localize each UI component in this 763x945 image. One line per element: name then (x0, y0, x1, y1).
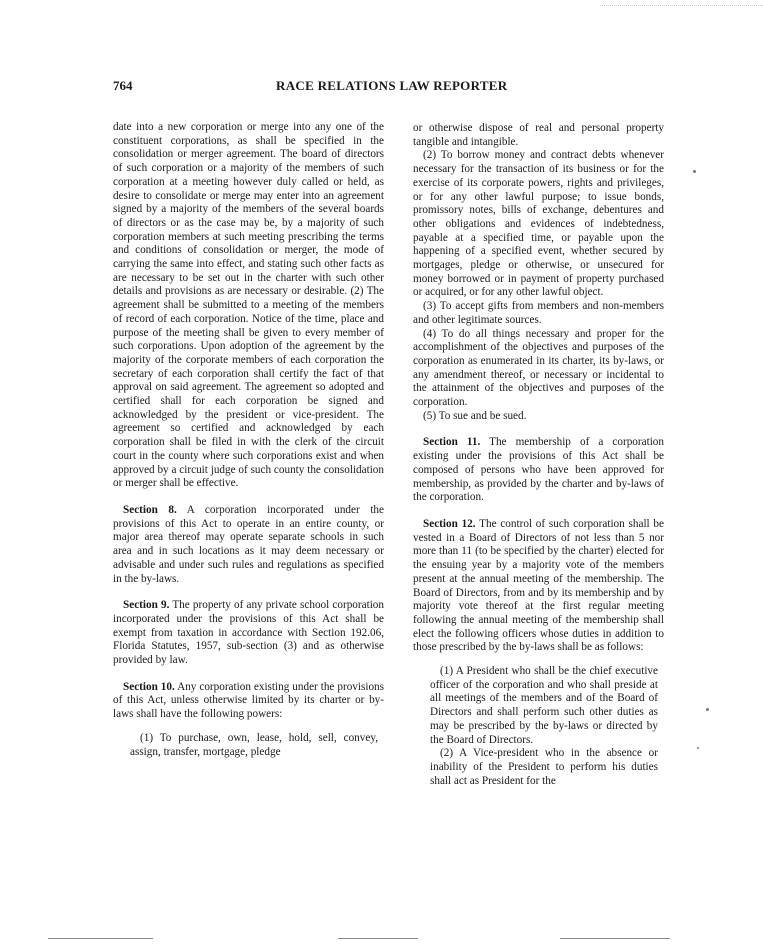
footer-rule-left (48, 938, 153, 939)
section-10-body: Any corporation existing under the provisions of this Act, unless otherwise limited by its charter or by-laws shall have the following powers: (113, 680, 384, 721)
power-5: (5) To sue and be sued. (423, 409, 527, 422)
top-edge-dotted-rule (600, 5, 763, 6)
scan-speck (706, 708, 709, 711)
section-10-label: Section 10. (123, 680, 175, 693)
page-number: 764 (113, 78, 133, 93)
power-3: (3) To accept gifts from members and non-members and other legitimate sources. (413, 300, 664, 326)
paragraph-merger-continued: date into a new corporation or merge into any one of the constituent corporations, as shall be specified in the consolidation or merger agreement. The board of directors of such corporation or a majority of the members of such corporation at a meeting however duly called or held, as desire to consolidate or merge may enter into an agreement signed by a majority of the members of the several boards of directors or as the case may be, by a majority of such corporation members at such meeting prescribing the terms and conditions of consolidation or merger, the mode of carrying the same into effect, and stating such other facts as are necessary to be set out in the charter with such other details and provisions as are necessary or desirable. (2) The agreement shall be submitted to a meeting of the members of record of each corporation. Notice of the time, place and purpose of the meeting shall be given to every member of such corporations. Upon adoption of the agreement by the majority of the corporate members of each corporation the secretary of each corporation shall certify the fact of that approval on said agreement. The agreement so adopted and certified shall for each corporation be signed and acknowledged by the president or vice-president. The agreement so certified and acknowledged by each corporation shall be filed in with the clerk of the circuit court in the county where such corporations exist and when approved by a circuit judge of such county the consolidation or merger shall be effective. (113, 121, 384, 490)
officer-president: (1) A President who shall be the chief executive officer of the corporation and who shall preside at all meetings of the members and of the Board of Directors and shall perform such other duties as may be prescribed by the by-laws or directed by the Board of Directors. (430, 665, 658, 746)
right-column (413, 122, 664, 788)
section-9-body: The property of any private school corporation incorporated under the provisions of this Act shall be exempt from taxation in accordance with Section 192.06, Florida Statutes, 1957, sub-section (3) and as otherwise provided by law. (113, 599, 384, 667)
section-11-body: The membership of a corporation existing under the provisions of this Act shall be composed of persons who have been approved for membership, as provided by the charter and by-laws of the corporation. (413, 436, 664, 504)
power-1-continued: or otherwise dispose of real and personal property tangible and intangible. (413, 122, 664, 148)
power-1: (1) To purchase, own, lease, hold, sell, convey, assign, transfer, mortgage, pledge (130, 731, 378, 758)
officer-vice-president: (2) A Vice-president who in the absence or inability of the President to perform his duties shall act as President for the (430, 747, 658, 787)
section-9 (113, 599, 384, 668)
scan-speck (697, 747, 699, 749)
section-12-label: Section 12. (423, 517, 476, 530)
section-12 (413, 518, 664, 655)
footer-rule-center (338, 938, 418, 939)
section-12-body: The control of such corporation shall be vested in a Board of Directors of not less than 5 nor more than 11 (to be specified by the charter) elected for the ensuing year by a majority vote of the members present at the annual meeting of the membership. The Board of Directors, from and by its membership and by majority vote thereof at the first regular meeting following the annual meeting of the membership shall elect the following officers whose duties in addition to those prescribed by the by-laws shall be as follows: (413, 517, 664, 654)
running-head: RACE RELATIONS LAW REPORTER (276, 78, 508, 93)
section-8 (113, 504, 384, 586)
section-10 (113, 681, 384, 722)
section-9-label: Section 9. (123, 599, 170, 612)
power-4: (4) To do all things necessary and proper for the accomplishment of the objectives and purposes of the corporation as enumerated in its charter, its by-laws, or any amendment thereof, or necessary or incidental to the attainment of the objectives and purposes of the corporation. (413, 327, 664, 409)
section-11 (413, 436, 664, 505)
left-column (113, 121, 384, 759)
section-8-body: A corporation incorporated under the provisions of this Act to operate in an entire county, or major area thereof may operate separate schools in such area and in such locations as it may deem necessary or advisable and under such rules and regulations as specified in the by-laws. (113, 503, 384, 585)
power-2: (2) To borrow money and contract debts whenever necessary for the transaction of its business or for the exercise of its corporate powers, rights and privileges, or for any other lawful purpose; to issue bonds, promissory notes, bills of exchange, debentures and other obligations and evidences of indebtedness, payable at a specified time, or payable upon the happening of a specified event, whether secured by mortgages, pledge or otherwise, or unsecured for money borrowed or in payment of property purchased or acquired, or for any other lawful object. (413, 149, 664, 299)
footer-rule-right (560, 938, 670, 939)
section-11-label: Section 11. (423, 436, 481, 449)
section-8-label: Section 8. (123, 503, 177, 516)
scan-speck (693, 170, 696, 173)
